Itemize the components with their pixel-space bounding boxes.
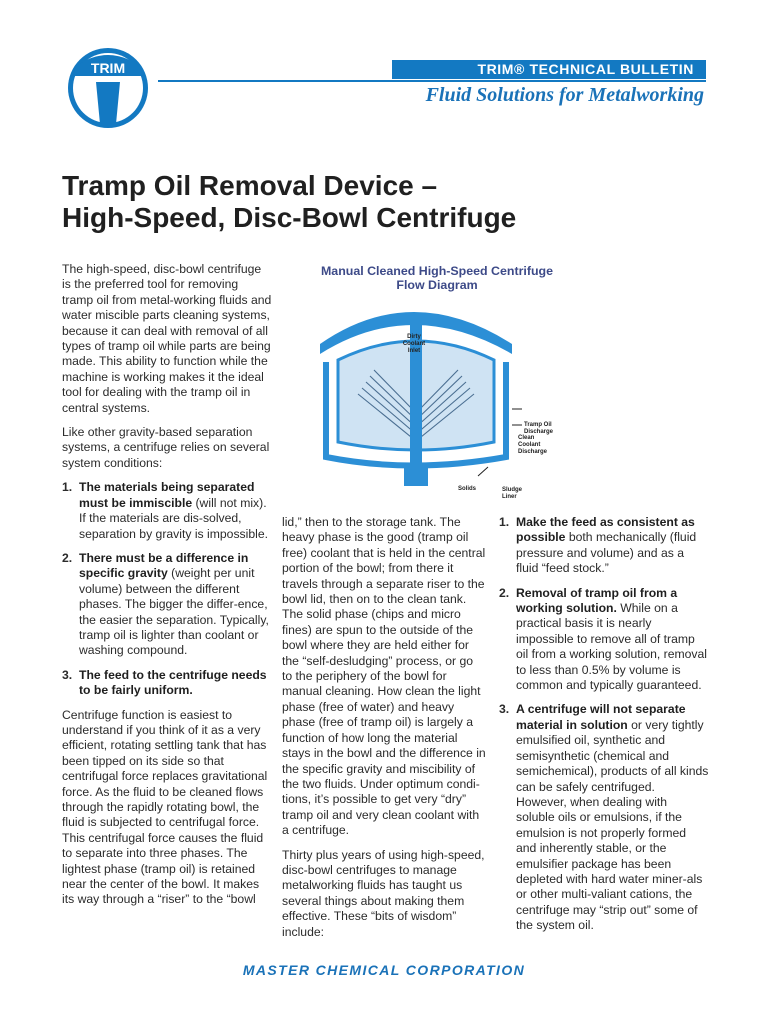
item-bold: The feed to the centrifuge needs to be fairly uniform. [79,667,267,698]
diagram-title-line-1: Manual Cleaned High-Speed Centrifuge [320,264,553,278]
list-item [499,515,709,577]
title-line-2: High-Speed, Disc-Bowl Centrifuge [62,202,517,233]
label-clean-2: Coolant [518,442,541,448]
title-line-1: Tramp Oil Removal Device – [62,170,438,201]
flow-diagram [282,262,592,502]
list-item [499,702,709,933]
column-3 [499,515,709,943]
list-item [499,586,709,694]
header-subtitle: Fluid Solutions for Metalworking [425,84,704,106]
label-solids: Solids [458,486,477,492]
intro-paragraph: The high-speed, disc-bowl centrifuge is the preferred tool for removing tramp oil from metal-working fluids and water miscible parts cleaning systems, because it can deal with removal of all types of tramp oil while parts are being made. This ability to function while the machine is working makes it the ideal tool for dealing with the tramp oil in central systems. [62,262,272,415]
item-text [516,702,709,933]
item-number: 2. [62,550,73,565]
item-rest: both mechanically (fluid pressure and volume) and as a fluid “feed stock.” [516,530,697,576]
wisdom-paragraph: Thirty plus years of using high-speed, disc-bowl centrifuges to manage metalworking fluids has taught us several things about making them effective. These “bits of wisdom” include: [282,847,485,939]
bulletin-label: TRIM® TECHNICAL BULLETIN [392,60,706,79]
item-text [79,480,272,542]
item-bold: Removal of tramp oil from a working solution. [516,585,678,616]
item-rest: While on a practical basis it is nearly impossible to remove all of tramp oil from a working solution, removal to less than 0.5% by volume is common and typically guaranteed. [516,601,708,693]
header-rule [158,80,706,82]
item-text [516,515,709,577]
column-2 [282,515,486,949]
list-item [62,480,272,542]
company-footer: MASTER CHEMICAL CORPORATION [242,962,526,978]
item-bold: Make the feed as consistent as possible [516,515,695,545]
label-dirty-3: Inlet [407,348,421,354]
logo-text: TRIM [90,60,126,76]
item-bold: There must be a difference in specific gravity [79,550,249,581]
label-clean-1: Clean [518,435,535,441]
item-rest: (weight per unit volume) between the different phases. The bigger the differ-ence, the easier the separation. Typically, tramp oil is lighter than coolant or washing compound. [79,566,269,658]
item-rest: or very tightly emulsified oil, synthetic and semisynthetic (chemical and semichemical), products of all kinds can be safely centrifuged. However, when dealing with soluble oils or emulsions, if the emulsion is not properly formed and inherently stable, or the emulsifier package has been depleted with hard water miner-als or other multi-valiant cations, the centrifuge may “strip out” some of the system oil. [516,717,709,933]
item-bold: A centrifuge will not separate material in solution [516,702,686,732]
centrifuge-drawing [282,262,592,502]
label-tramp-2: Discharge [524,429,554,435]
function-paragraph: Centrifuge function is easiest to understand if you think of it as a very efficient, rotating settling tank that has been tipped on its side so that centrifugal force replaces gravitational force. As the fluid to be cleaned flows through the rapidly rotating bowl, the fluid is subjected to centrifugal force. This centrifugal force causes the fluid to separate into three phases. The lightest phase (tramp oil) is retained near the center of the bowl. It makes its way through a “riser” to the “bowl [62,707,268,907]
label-tramp-1: Tramp Oil [524,422,552,428]
item-text [79,551,272,659]
diagram-title-line-2: Flow Diagram [396,278,478,292]
item-text [516,586,709,694]
process-paragraph: lid,” then to the storage tank. The heavy phase is the good (tramp oil free) coolant that is held in the central portion of the bowl; from there it travels through a separate riser to the bowl lid, then on to the clean tank. The solid phase (chips and micro fines) are spun to the outside of the bowl where they are held either for the “self-desludging” process, or go to the periphery of the bowl for manual cleaning. How clean the light phase (free of water) and heavy phase (free of tramp oil) is largely a function of how long the material stays in the bowl and the difference in the specific gravity and miscibility of the two fluids. Under optimum condi-tions, it’s possible to get very “dry” tramp oil and very clean coolant with a centrifuge. [282,515,486,838]
column-1 [62,262,272,917]
item-rest: (will not mix). If the materials are dis-solved, separation by gravity is impossible. [79,495,268,541]
item-number: 3. [499,702,510,717]
item-text [79,668,272,699]
item-number: 1. [62,480,73,495]
base [404,466,428,486]
item-number: 1. [499,515,510,529]
page-title [62,170,682,234]
label-clean-3: Discharge [518,449,548,455]
trim-logo [66,46,150,130]
label-sludge-1: Sludge [502,487,523,493]
label-dirty-2: Coolant [402,341,426,347]
item-bold: The materials being separated must be immiscible [79,480,255,510]
list-item [62,551,272,659]
label-dirty-1: Dirty [407,334,421,340]
label-sludge-2: Liner [502,494,517,500]
item-number: 2. [499,585,510,600]
item-number: 3. [62,667,73,682]
list-item [62,668,272,699]
conditions-paragraph: Like other gravity-based separation systems, a centrifuge relies on several system conditions: [62,425,270,470]
